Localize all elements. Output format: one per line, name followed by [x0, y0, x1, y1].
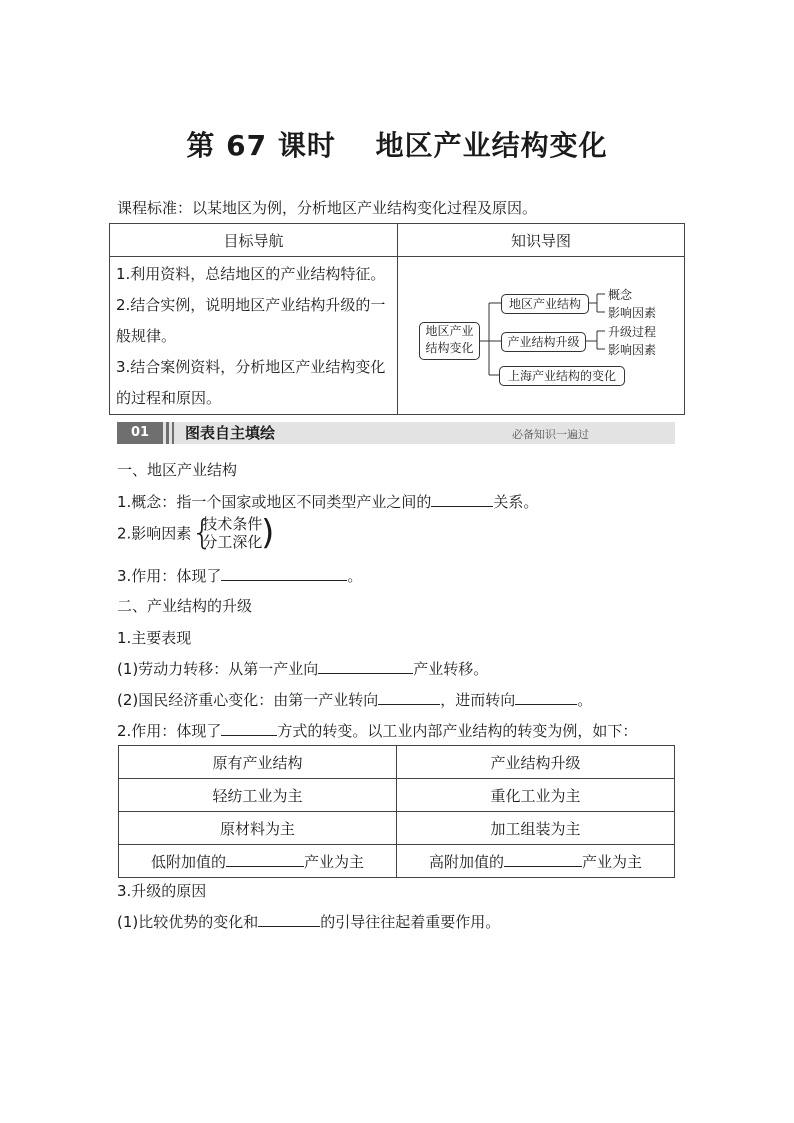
table-row [119, 779, 675, 812]
goal-line: 1.利用资料，总结地区的产业结构特征。 [116, 265, 386, 283]
table-cell [119, 845, 397, 878]
concept-text: 指一个国家或地区不同类型产业之间的 [176, 493, 432, 511]
concept-line [117, 491, 538, 512]
fill-blank[interactable] [318, 658, 413, 674]
factor-item: 分工深化 [202, 533, 263, 551]
fill-blank[interactable] [515, 689, 577, 705]
fill-blank[interactable] [226, 851, 304, 867]
map-header: 知识导图 [398, 224, 685, 257]
economy-text-mid: ，进而转向 [440, 691, 516, 709]
mindmap-root: 地区产业 结构变化 [419, 322, 480, 360]
goal-line: 的过程和原因。 [116, 389, 222, 407]
fill-blank[interactable] [504, 851, 582, 867]
reason-text-end: 的引导往往起着重要作用。 [320, 913, 501, 931]
section-divider [166, 422, 169, 444]
labor-text-end: 产业转移。 [413, 660, 489, 678]
table-cell: 轻纺工业为主 [119, 779, 397, 812]
section-divider [172, 422, 174, 444]
concept-text-end: 关系。 [493, 493, 539, 511]
fill-blank[interactable] [258, 911, 320, 927]
fill-blank[interactable] [221, 565, 347, 581]
mindmap-branch-shanghai: 上海产业结构的变化 [499, 366, 625, 386]
role-text: 体现了 [176, 722, 222, 740]
table-header-cell: 原有产业结构 [119, 746, 397, 779]
section-subtitle: 必备知识一遍过 [512, 428, 589, 441]
fill-blank[interactable] [431, 491, 493, 507]
factors-line [117, 513, 275, 553]
course-standard: 课程标准：以某地区为例，分析地区产业结构变化过程及原因。 [117, 199, 538, 217]
upgrade-table [118, 745, 675, 878]
effect-text-end: 。 [347, 567, 363, 585]
cell-text-end: 产业为主 [582, 852, 643, 871]
role-label: 2.作用： [117, 722, 177, 740]
table-header-cell: 产业结构升级 [397, 746, 675, 779]
fill-blank[interactable] [378, 689, 440, 705]
economy-text: (2)国民经济重心变化：由第一产业转向 [117, 691, 379, 709]
factor-item: 技术条件 [202, 515, 263, 533]
effect-text: 体现了 [176, 567, 222, 585]
goal-line: 3.结合案例资料，分析地区产业结构变化 [116, 358, 386, 376]
concept-label: 1.概念： [117, 493, 177, 511]
mindmap-leaf: 概念 [608, 287, 633, 302]
main-performance-label: 1.主要表现 [117, 629, 192, 647]
mindmap-leaf: 升级过程 [608, 324, 657, 339]
cell-text: 低附加值的 [150, 852, 226, 871]
cell-text: 高附加值的 [428, 852, 504, 871]
table-cell: 重化工业为主 [397, 779, 675, 812]
cell-text-end: 产业为主 [304, 852, 365, 871]
right-paren-icon: ) [261, 513, 275, 553]
factors-brace-group [191, 513, 275, 553]
economy-text-end: 。 [577, 691, 593, 709]
effect-label: 3.作用： [117, 567, 177, 585]
knowledge-map [399, 259, 683, 413]
goal-list [110, 257, 398, 415]
role-line [117, 720, 637, 741]
goal-header: 目标导航 [110, 224, 398, 257]
table-row [119, 845, 675, 878]
goal-table [109, 223, 685, 415]
section-number: 01 [117, 422, 163, 444]
factors-label: 2.影响因素 [117, 524, 192, 543]
table-row [119, 812, 675, 845]
table-cell: 加工组装为主 [397, 812, 675, 845]
knowledge-map-cell [398, 257, 685, 415]
table-row [119, 746, 675, 779]
page-title: 第 67 课时 地区产业结构变化 [186, 129, 608, 162]
reason-text: (1)比较优势的变化和 [117, 913, 259, 931]
mindmap-leaf: 影响因素 [608, 342, 657, 357]
reason-line [117, 911, 500, 932]
left-brace-icon: { [191, 513, 213, 553]
reason-label: 3.升级的原因 [117, 882, 207, 900]
role-text-end: 方式的转变。以工业内部产业结构的转变为例，如下： [277, 722, 638, 740]
effect-line [117, 565, 362, 586]
heading-upgrade: 二、产业结构的升级 [117, 597, 253, 615]
mindmap-branch-upgrade: 产业结构升级 [501, 332, 586, 352]
goal-line: 2.结合实例，说明地区产业结构升级的一 [116, 296, 386, 314]
fill-blank[interactable] [221, 720, 277, 736]
section-title: 图表自主填绘 [185, 424, 276, 442]
table-cell: 原材料为主 [119, 812, 397, 845]
mindmap-branch-structure: 地区产业结构 [501, 294, 589, 314]
goal-line: 般规律。 [116, 327, 177, 345]
table-cell [397, 845, 675, 878]
heading-regional-structure: 一、地区产业结构 [117, 461, 238, 479]
economy-line [117, 689, 592, 710]
labor-line [117, 658, 488, 679]
labor-text: (1)劳动力转移：从第一产业向 [117, 660, 319, 678]
mindmap-leaf: 影响因素 [608, 305, 657, 320]
